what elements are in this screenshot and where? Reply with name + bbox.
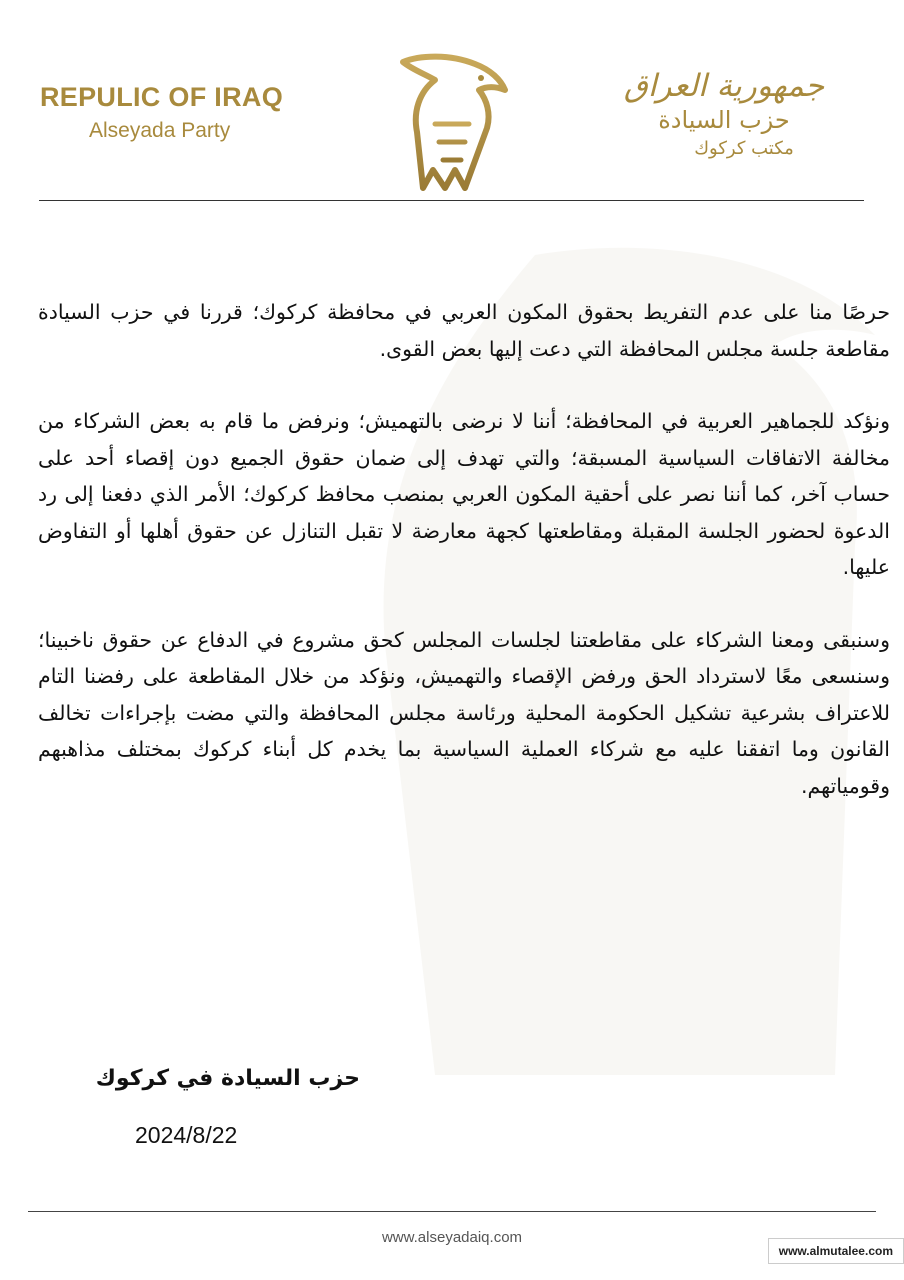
- party-name-english: Alseyada Party: [89, 119, 231, 142]
- paragraph-1: حرصًا منا على عدم التفريط بحقوق المكون العربي في محافظة كركوك؛ قررنا في حزب السيادة مقاطعة جلسة مجلس المحافظة التي دعت إليها بعض القوى.: [38, 300, 890, 361]
- source-watermark: www.almutalee.com: [768, 1238, 904, 1264]
- header-divider: [39, 200, 864, 201]
- party-name-arabic: حزب السيادة: [658, 106, 790, 134]
- signature-name: حزب السيادة في كركوك: [95, 1066, 360, 1091]
- footer-divider: [28, 1211, 876, 1212]
- party-emblem: [395, 52, 510, 192]
- paragraph-3: وسنبقى ومعنا الشركاء على مقاطعتنا لجلسات المجلس كحق مشروع في الدفاع عن حقوق ناخبينا؛ وسنسعى معًا لاسترداد الحق ورفض الإقصاء والتهميش، ونؤكد من خلال المقاطعة على رفضنا التام للاعتراف بشرعية تشكيل الحكومة المحلية ورئاسة مجلس المحافظة والتي مضت بإجراءات تخالف القانون وما اتفقنا عليه مع شركاء العملية السياسية بما يخدم كل أبناء كركوك بمختلف مذاهبهم وقومياتهم.: [38, 627, 890, 798]
- arabic-heading: [614, 68, 834, 159]
- letterhead: [0, 0, 904, 205]
- eagle-logo-icon: [395, 52, 510, 192]
- country-name-arabic: جمهورية العراق: [623, 68, 825, 104]
- english-heading: [40, 82, 283, 143]
- statement-body: [38, 294, 890, 804]
- office-name-arabic: مكتب كركوك: [694, 138, 794, 159]
- statement-date: 2024/8/22: [135, 1122, 238, 1148]
- paragraph-2: ونؤكد للجماهير العربية في المحافظة؛ أننا لا نرضى بالتهميش؛ ونرفض ما قام به بعض الشركاء من مخالفة الاتفاقات السياسية المسبقة؛ والتي تهدف إلى ضمان حقوق الجميع دون إقصاء أحد على حساب آخر، كما أننا نصر على أحقية المكون العربي بمنصب محافظ كركوك؛ الأمر الذي دفعنا إلى رد الدعوة لحضور الجلسة المقبلة ومقاطعتها كجهة معارضة لا تقبل التنازل عن حقوق أهلها أو التفاوض عليها.: [38, 409, 890, 579]
- website-link[interactable]: www.alseyadaiq.com: [381, 1229, 523, 1246]
- country-name-english: REPULIC OF IRAQ: [40, 82, 284, 112]
